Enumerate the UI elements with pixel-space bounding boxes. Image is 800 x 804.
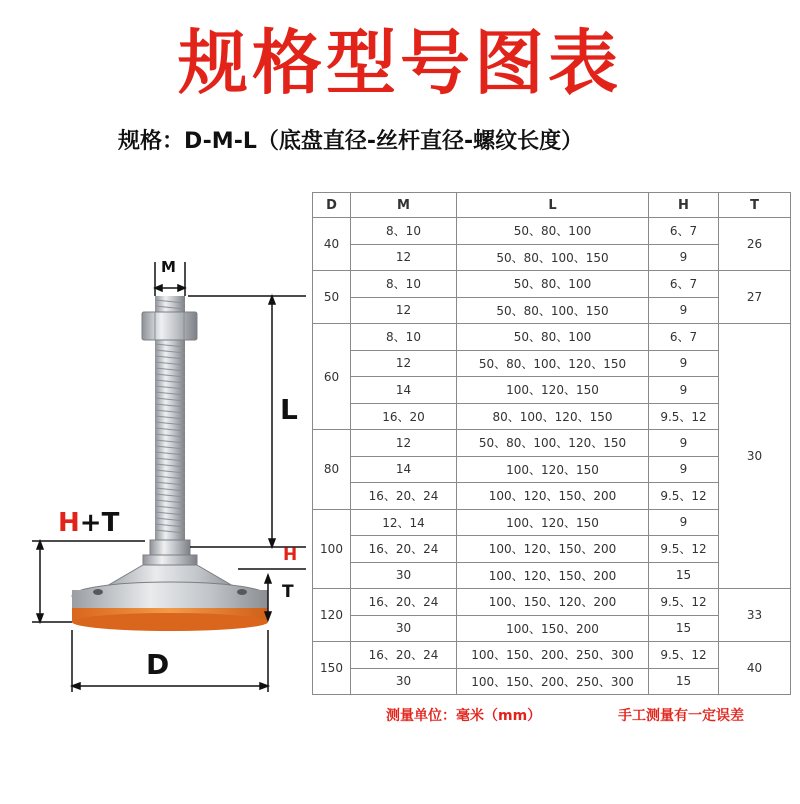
cell-l: 50、80、100 [457, 218, 649, 245]
table-row [313, 271, 791, 298]
header-t: T [719, 193, 791, 218]
cell-l: 100、150、200 [457, 615, 649, 642]
cell-l: 100、120、150、200 [457, 562, 649, 589]
header-l: L [457, 193, 649, 218]
cell-m: 8、10 [351, 324, 457, 351]
cell-m: 12、14 [351, 509, 457, 536]
label-m: M [161, 258, 176, 276]
cell-t: 33 [719, 589, 791, 642]
cell-l: 50、80、100 [457, 271, 649, 298]
cell-h: 9.5、12 [649, 403, 719, 430]
cell-h: 15 [649, 668, 719, 695]
cell-m: 12 [351, 244, 457, 271]
cell-t: 30 [719, 324, 791, 589]
hex-nut [142, 312, 197, 340]
label-h-plus-t-plus: + [79, 508, 102, 538]
cell-m: 16、20、24 [351, 536, 457, 563]
cell-d: 80 [313, 430, 351, 510]
cell-m: 12 [351, 430, 457, 457]
spec-table [312, 192, 791, 695]
cell-t: 27 [719, 271, 791, 324]
cell-l: 50、80、100、150 [457, 297, 649, 324]
cell-h: 15 [649, 615, 719, 642]
cell-d: 150 [313, 642, 351, 695]
cell-m: 12 [351, 297, 457, 324]
cell-l: 100、120、150 [457, 509, 649, 536]
cell-l: 100、150、200、250、300 [457, 668, 649, 695]
cell-m: 8、10 [351, 218, 457, 245]
page-title: 规格型号图表 [178, 22, 622, 104]
cell-l: 50、80、100、120、150 [457, 430, 649, 457]
d-dimension-line [72, 630, 268, 692]
cell-l: 100、120、150、200 [457, 536, 649, 563]
leveling-foot-diagram [0, 0, 310, 800]
cell-t: 26 [719, 218, 791, 271]
cell-l: 100、120、150 [457, 456, 649, 483]
cell-d: 40 [313, 218, 351, 271]
cell-l: 100、120、150 [457, 377, 649, 404]
label-l: L [280, 393, 298, 426]
cell-h: 9 [649, 456, 719, 483]
header-d: D [313, 193, 351, 218]
cell-l: 100、120、150、200 [457, 483, 649, 510]
cell-d: 60 [313, 324, 351, 430]
cell-d: 50 [313, 271, 351, 324]
cell-l: 50、80、100 [457, 324, 649, 351]
label-h-plus-t-t: T [101, 508, 120, 538]
cell-h: 9 [649, 430, 719, 457]
header-m: M [351, 193, 457, 218]
cell-h: 9 [649, 350, 719, 377]
table-row [313, 218, 791, 245]
cell-h: 15 [649, 562, 719, 589]
label-h-plus-t-h: H [58, 508, 80, 538]
cell-h: 9.5、12 [649, 589, 719, 616]
cell-m: 14 [351, 377, 457, 404]
unit-note: 测量单位：毫米（mm） [386, 708, 542, 724]
cell-m: 12 [351, 350, 457, 377]
label-t: T [282, 582, 294, 602]
cell-l: 100、150、200、250、300 [457, 642, 649, 669]
table-row [313, 589, 791, 616]
cell-h: 6、7 [649, 218, 719, 245]
cell-h: 9.5、12 [649, 483, 719, 510]
cell-h: 9 [649, 377, 719, 404]
cell-m: 8、10 [351, 271, 457, 298]
cell-l: 50、80、100、120、150 [457, 350, 649, 377]
cell-t: 40 [719, 642, 791, 695]
label-h: H [283, 545, 298, 565]
label-h-plus-t [58, 508, 119, 538]
cell-m: 14 [351, 456, 457, 483]
cell-m: 16、20 [351, 403, 457, 430]
cell-m: 16、20、24 [351, 483, 457, 510]
cell-h: 9 [649, 509, 719, 536]
cell-m: 16、20、24 [351, 589, 457, 616]
cell-l: 80、100、120、150 [457, 403, 649, 430]
cell-m: 30 [351, 615, 457, 642]
cell-h: 6、7 [649, 271, 719, 298]
cell-m: 30 [351, 562, 457, 589]
cell-d: 100 [313, 509, 351, 589]
cell-l: 100、150、120、200 [457, 589, 649, 616]
cell-h: 9 [649, 244, 719, 271]
spec-format-subtitle: 规格：D-M-L（底盘直径-丝杆直径-螺纹长度） [118, 129, 584, 154]
cell-m: 16、20、24 [351, 642, 457, 669]
table-row [313, 324, 791, 351]
label-d: D [146, 648, 170, 681]
cell-h: 9.5、12 [649, 642, 719, 669]
table-header-row [313, 193, 791, 218]
error-note: 手工测量有一定误差 [618, 708, 744, 724]
cell-h: 6、7 [649, 324, 719, 351]
cell-h: 9 [649, 297, 719, 324]
cell-h: 9.5、12 [649, 536, 719, 563]
cell-d: 120 [313, 589, 351, 642]
header-h: H [649, 193, 719, 218]
cell-l: 50、80、100、150 [457, 244, 649, 271]
table-row [313, 642, 791, 669]
cell-m: 30 [351, 668, 457, 695]
